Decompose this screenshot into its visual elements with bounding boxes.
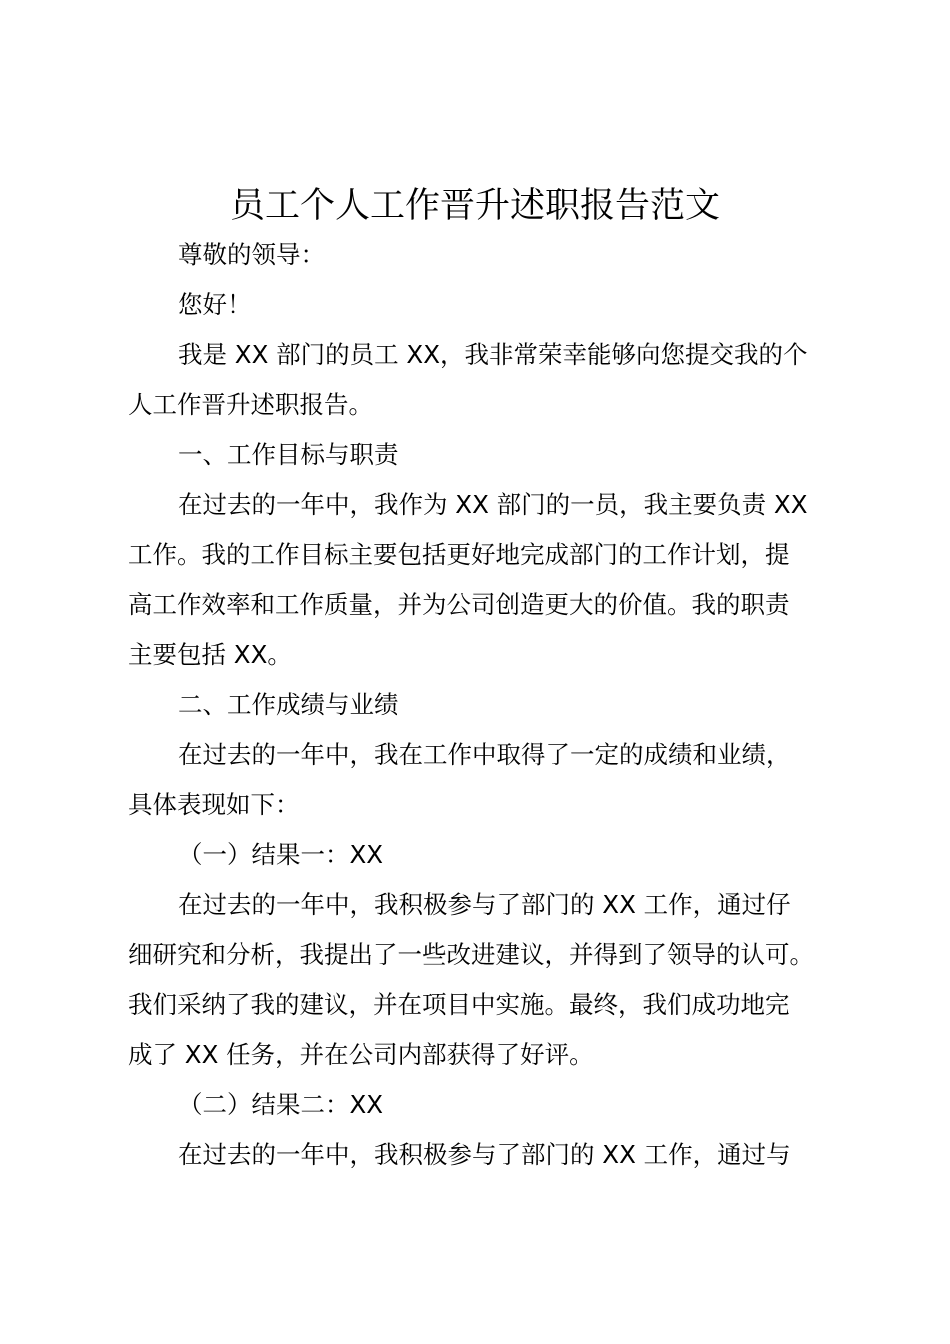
text-line: （一）结果一：XX <box>178 840 384 869</box>
text-line: 主要包括 XX。 <box>128 640 292 669</box>
document-body <box>128 230 838 1180</box>
text-line: 尊敬的领导： <box>178 240 325 269</box>
text-line: 您好！ <box>178 290 252 319</box>
text-line: 在过去的一年中，我在工作中取得了一定的成绩和业绩， <box>178 740 791 769</box>
text-line: 具体表现如下： <box>128 790 300 819</box>
text-line: 一、工作目标与职责 <box>178 440 399 469</box>
text-line: 在过去的一年中，我积极参与了部门的 XX 工作，通过与 <box>178 1140 791 1169</box>
text-line: 我们采纳了我的建议，并在项目中实施。最终，我们成功地完 <box>128 990 790 1019</box>
text-line: （二）结果二：XX <box>178 1090 384 1119</box>
text-line: 人工作晋升述职报告。 <box>128 390 373 419</box>
text-line: 细研究和分析，我提出了一些改进建议，并得到了领导的认可。 <box>128 940 814 969</box>
text-line: 工作。我的工作目标主要包括更好地完成部门的工作计划，提 <box>128 540 790 569</box>
text-line: 成了 XX 任务，并在公司内部获得了好评。 <box>128 1040 594 1069</box>
text-line: 二、工作成绩与业绩 <box>178 690 399 719</box>
text-line: 在过去的一年中，我积极参与了部门的 XX 工作，通过仔 <box>178 890 791 919</box>
text-line: 我是 XX 部门的员工 XX，我非常荣幸能够向您提交我的个 <box>178 340 808 369</box>
document-title: 员工个人工作晋升述职报告范文 <box>229 186 720 226</box>
text-line: 在过去的一年中，我作为 XX 部门的一员，我主要负责 XX <box>178 490 808 519</box>
text-line: 高工作效率和工作质量，并为公司创造更大的价值。我的职责 <box>128 590 790 619</box>
